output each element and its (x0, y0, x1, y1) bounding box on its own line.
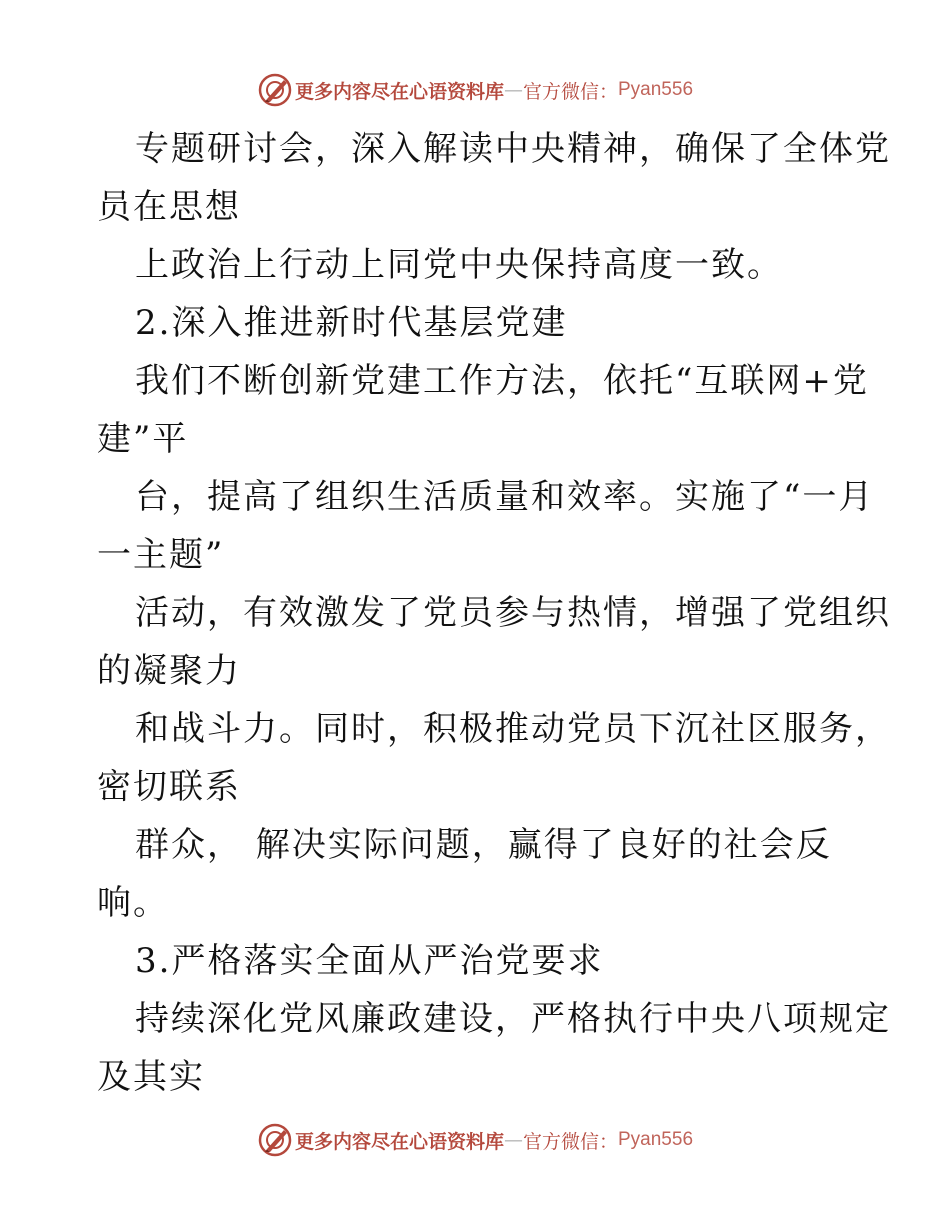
body-line: 我们不断创新党建工作方法，依托“互联网+党 (135, 361, 869, 401)
banner-wechat-label: 官方微信： (522, 80, 618, 103)
document-body (97, 120, 891, 1106)
section-heading: 3.严格落实全面从严治党要求 (135, 941, 604, 981)
body-line: 和战斗力。同时，积极推动党员下沉社区服务， (135, 709, 891, 749)
banner-title: 更多内容尽在心语资料库 (294, 80, 504, 103)
header-banner (0, 70, 950, 110)
banner-dash: — (503, 1129, 523, 1151)
body-line: 上政治上行动上同党中央保持高度一致。 (135, 245, 783, 285)
body-line: 台，提高了组织生活质量和效率。实施了“一月 (135, 477, 875, 517)
body-line: 持续深化党风廉政建设，严格执行中央八项规定 (135, 999, 891, 1039)
body-line: 活动，有效激发了党员参与热情，增强了党组织 (135, 593, 891, 633)
body-line: 响。 (97, 883, 169, 923)
banner-title: 更多内容尽在心语资料库 (294, 1130, 504, 1153)
body-line: 密切联系 (97, 767, 241, 807)
body-line: 群众， 解决实际问题，赢得了良好的社会反 (135, 825, 832, 865)
body-line: 员在思想 (97, 187, 241, 227)
banner-wechat-handle: Pyan556 (618, 79, 694, 100)
banner-dash: — (503, 79, 523, 101)
pen-logo-icon (257, 72, 293, 108)
body-line: 及其实 (97, 1057, 205, 1097)
body-line: 建”平 (97, 419, 189, 459)
pen-logo-icon (257, 1122, 293, 1158)
body-line: 的凝聚力 (97, 651, 241, 691)
banner-wechat-label: 官方微信： (522, 1130, 618, 1153)
banner-wechat-handle: Pyan556 (618, 1129, 694, 1150)
body-line: 一主题” (97, 535, 225, 575)
footer-banner (0, 1120, 950, 1160)
body-line: 专题研讨会，深入解读中央精神，确保了全体党 (135, 129, 891, 169)
section-heading: 2.深入推进新时代基层党建 (135, 303, 568, 343)
